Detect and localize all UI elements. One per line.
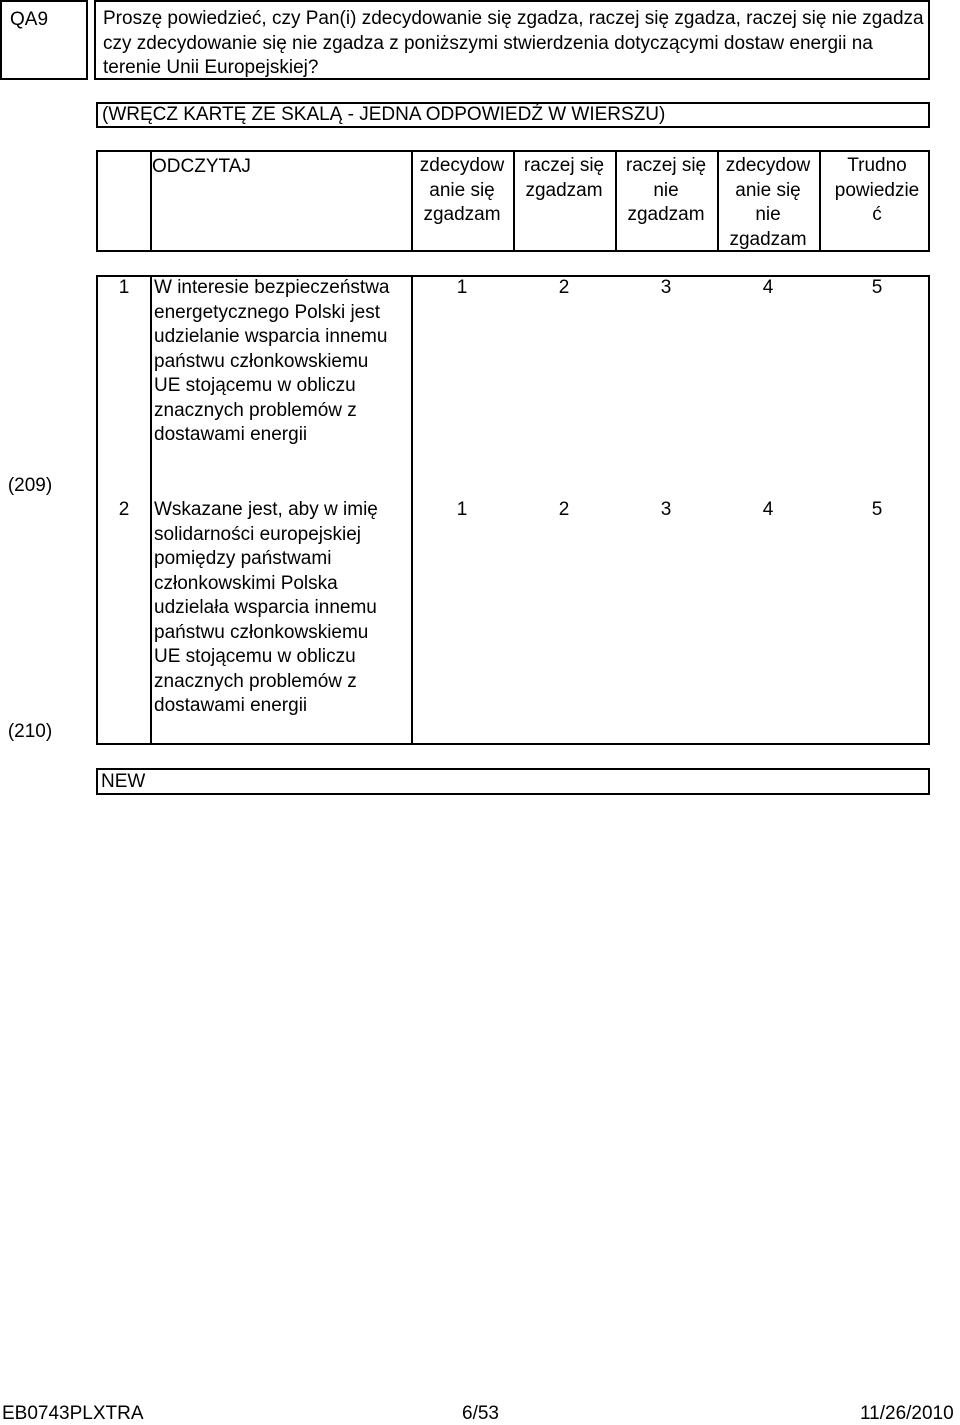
row-number: 2 [118, 499, 130, 520]
scale-option[interactable]: 2 [558, 499, 570, 520]
column-dont-know: Trudno powiedzie ć [834, 155, 920, 225]
variable-code: (209) [7, 475, 53, 496]
column-strongly-agree: zdecydow anie się zgadzam [419, 155, 505, 225]
footer-page-number: 6/53 [462, 1403, 499, 1424]
column-strongly-disagree: zdecydow anie się nie zgadzam [725, 155, 811, 250]
column-rather-agree: raczej się zgadzam [523, 155, 605, 201]
scale-option[interactable]: 1 [456, 277, 468, 298]
scale-option[interactable]: 5 [871, 499, 883, 520]
scale-option[interactable]: 4 [762, 277, 774, 298]
read-label: ODCZYTAJ [152, 156, 251, 177]
scale-option[interactable]: 4 [762, 499, 774, 520]
scale-option[interactable]: 2 [558, 277, 570, 298]
statement-text: Wskazane jest, aby w imię solidarności europejskiej pomiędzy państwami członkowskimi Polska udzielała wsparcia innemu państwu członkowskiemu UE stojącemu w obliczu znacznych problemów z dostawami energii [154, 499, 378, 716]
question-id: QA9 [0, 0, 88, 80]
scale-option[interactable]: 3 [660, 277, 672, 298]
question-text: Proszę powiedzieć, czy Pan(i) zdecydowanie się zgadza, raczej się zgadza, raczej się nie zgadza czy zdecydowanie się nie zgadza z poniższymi stwierdzenia dotyczącymi dostaw energii na terenie Unii Europejskiej? [94, 0, 930, 80]
row-number: 1 [118, 277, 130, 298]
column-rather-disagree: raczej się nie zgadzam [625, 155, 707, 225]
new-label: NEW [96, 768, 930, 795]
footer-date: 11/26/2010 [860, 1403, 954, 1424]
scale-option[interactable]: 1 [456, 499, 468, 520]
instruction: (WRĘCZ KARTĘ ZE SKALĄ - JEDNA ODPOWIEDŹ W WIERSZU) [96, 102, 930, 128]
footer-doc-id: EB0743PLXTRA [2, 1403, 144, 1424]
variable-code: (210) [7, 721, 53, 742]
scale-option[interactable]: 5 [871, 277, 883, 298]
statement-text: W interesie bezpieczeństwa energetycznego Polski jest udzielanie wsparcia innemu państwu członkowskiemu UE stojącemu w obliczu znacznych problemów z dostawami energii [154, 277, 390, 445]
scale-option[interactable]: 3 [660, 499, 672, 520]
